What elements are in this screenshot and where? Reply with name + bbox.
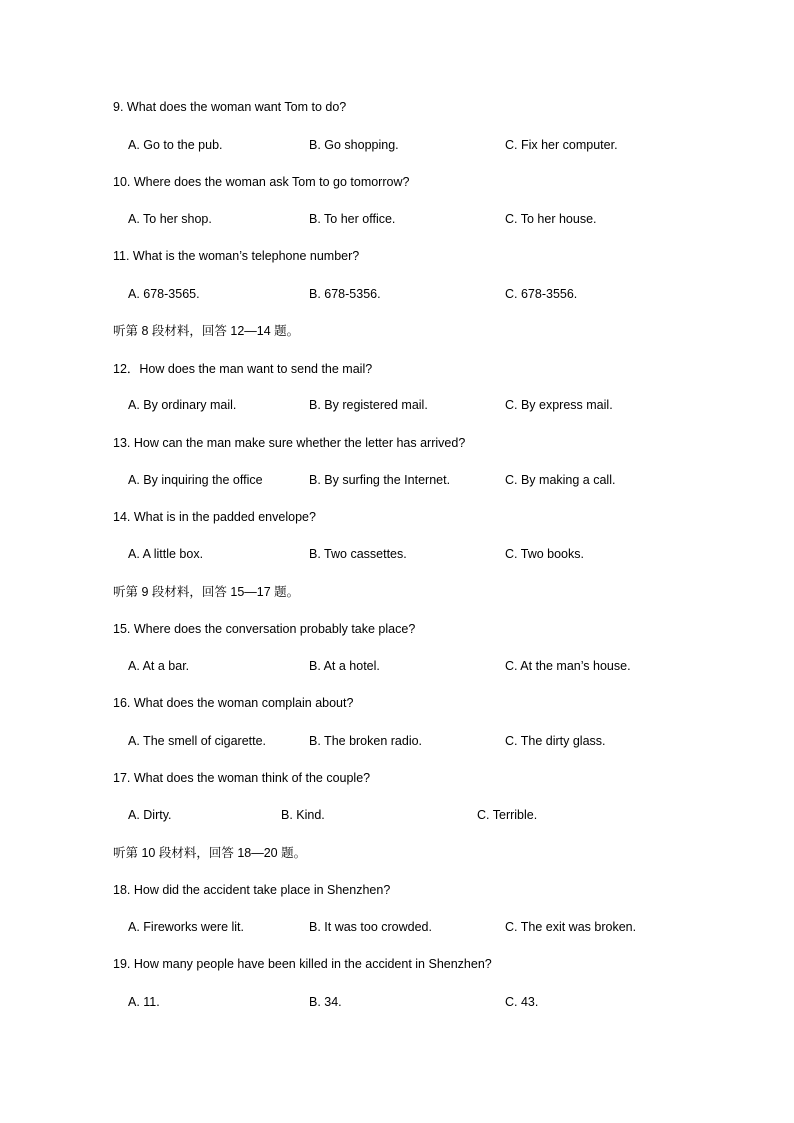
q18-option-b: B. It was too crowded. — [309, 920, 432, 934]
q14-option-b: B. Two cassettes. — [309, 547, 407, 561]
q11-option-b: B. 678-5356. — [309, 287, 381, 301]
q10-option-b: B. To her office. — [309, 212, 396, 226]
q15-option-a: A. At a bar. — [128, 659, 190, 673]
section-heading-10: 听第 10 段材料，回答 18—20 题。 — [113, 846, 307, 860]
q11-option-c: C. 678-3556. — [505, 287, 578, 301]
q19-option-c: C. 43. — [505, 995, 539, 1009]
q16-option-b: B. The broken radio. — [309, 734, 423, 748]
q10-option-c: C. To her house. — [505, 212, 597, 226]
question-16: 16. What does the woman complain about? — [113, 696, 354, 710]
q13-option-a: A. By inquiring the office — [128, 473, 263, 487]
q18-option-c: C. The exit was broken. — [505, 920, 637, 934]
q13-option-b: B. By surfing the Internet. — [309, 473, 451, 487]
q11-option-a: A. 678-3565. — [128, 287, 200, 301]
question-13: 13. How can the man make sure whether the letter has arrived? — [113, 436, 466, 450]
q14-option-c: C. Two books. — [505, 547, 584, 561]
q15-option-b: B. At a hotel. — [309, 659, 380, 673]
question-18: 18. How did the accident take place in Shenzhen? — [113, 883, 391, 897]
q17-option-a: A. Dirty. — [128, 808, 172, 822]
q9-option-c: C. Fix her computer. — [505, 138, 618, 152]
question-17: 17. What does the woman think of the couple? — [113, 771, 371, 785]
q16-option-a: A. The smell of cigarette. — [128, 734, 267, 748]
q16-option-c: C. The dirty glass. — [505, 734, 606, 748]
question-11: 11. What is the woman’s telephone number? — [113, 249, 360, 263]
question-9: 9. What does the woman want Tom to do? — [113, 100, 347, 114]
question-14: 14. What is in the padded envelope? — [113, 510, 316, 524]
q15-option-c: C. At the man’s house. — [505, 659, 631, 673]
q19-option-a: A. 11. — [128, 995, 160, 1009]
question-19: 19. How many people have been killed in the accident in Shenzhen? — [113, 957, 492, 971]
section-heading-8: 听第 8 段材料，回答 12—14 题。 — [113, 324, 300, 338]
q14-option-a: A. A little box. — [128, 547, 204, 561]
q9-option-a: A. Go to the pub. — [128, 138, 223, 152]
q17-option-c: C. Terrible. — [477, 808, 538, 822]
q12-option-c: C. By express mail. — [505, 398, 613, 412]
q18-option-a: A. Fireworks were lit. — [128, 920, 244, 934]
q12-option-a: A. By ordinary mail. — [128, 398, 237, 412]
q10-option-a: A. To her shop. — [128, 212, 212, 226]
question-15: 15. Where does the conversation probably take place? — [113, 622, 416, 636]
q17-option-b: B. Kind. — [281, 808, 325, 822]
q9-option-b: B. Go shopping. — [309, 138, 399, 152]
question-10: 10. Where does the woman ask Tom to go tomorrow? — [113, 175, 410, 189]
q19-option-b: B. 34. — [309, 995, 342, 1009]
q13-option-c: C. By making a call. — [505, 473, 616, 487]
q12-option-b: B. By registered mail. — [309, 398, 428, 412]
question-12: 12．How does the man want to send the mail? — [113, 362, 373, 376]
section-heading-9: 听第 9 段材料，回答 15—17 题。 — [113, 585, 300, 599]
